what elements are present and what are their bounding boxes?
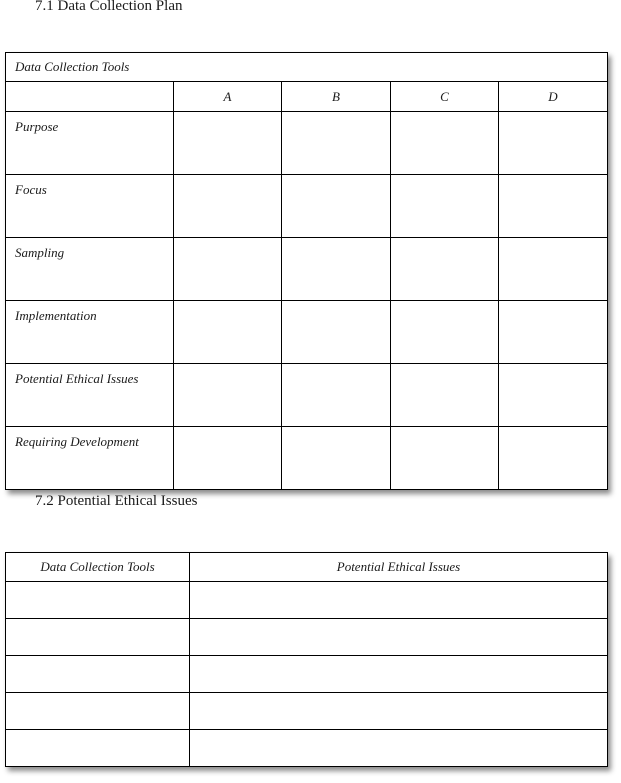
column-header-potential-ethical-issues: Potential Ethical Issues [190,553,608,582]
table-cell[interactable] [190,656,608,693]
column-header-blank [6,82,174,112]
table-cell[interactable] [499,364,608,427]
table-cell[interactable] [190,693,608,730]
table-cell[interactable] [174,301,282,364]
table-cell[interactable] [499,301,608,364]
column-header-a: A [174,82,282,112]
table-row [6,112,608,175]
table-cell[interactable] [391,364,499,427]
potential-ethical-issues-table [5,552,608,767]
row-label-focus: Focus [6,175,174,238]
table-row [6,301,608,364]
table-cell[interactable] [6,730,190,767]
table-cell[interactable] [190,619,608,656]
row-label-implementation: Implementation [6,301,174,364]
table-cell[interactable] [174,112,282,175]
table-row [6,175,608,238]
table-cell[interactable] [174,175,282,238]
table-cell[interactable] [174,427,282,490]
table-cell[interactable] [6,693,190,730]
table-cell[interactable] [174,364,282,427]
column-header-b: B [282,82,391,112]
table-cell[interactable] [190,730,608,767]
table-cell[interactable] [391,301,499,364]
table-cell[interactable] [391,427,499,490]
row-label-requiring-development: Requiring Development [6,427,174,490]
table-row [6,619,608,656]
table-cell[interactable] [391,238,499,301]
table-row [6,582,608,619]
table-title: Data Collection Tools [6,53,608,82]
table-cell[interactable] [282,364,391,427]
table-cell[interactable] [499,427,608,490]
table-row [6,427,608,490]
table-cell[interactable] [391,112,499,175]
table-cell[interactable] [6,656,190,693]
table-cell[interactable] [282,427,391,490]
row-label-sampling: Sampling [6,238,174,301]
section-heading-data-collection-plan: 7.1 Data Collection Plan [35,0,183,14]
table-row [6,656,608,693]
table-row [6,238,608,301]
table-cell[interactable] [282,112,391,175]
section-heading-potential-ethical-issues: 7.2 Potential Ethical Issues [35,493,198,509]
column-header-data-collection-tools: Data Collection Tools [6,553,190,582]
table-cell[interactable] [499,112,608,175]
table-cell[interactable] [282,175,391,238]
table-row [6,730,608,767]
table-cell[interactable] [391,175,499,238]
table-cell[interactable] [190,582,608,619]
column-header-d: D [499,82,608,112]
data-collection-plan-table [5,52,608,490]
table-cell[interactable] [6,582,190,619]
row-label-purpose: Purpose [6,112,174,175]
table-cell[interactable] [174,238,282,301]
table-cell[interactable] [282,301,391,364]
column-header-c: C [391,82,499,112]
table-cell[interactable] [499,175,608,238]
table-cell[interactable] [499,238,608,301]
table-cell[interactable] [6,619,190,656]
table-cell[interactable] [282,238,391,301]
table-row [6,693,608,730]
table-row [6,364,608,427]
row-label-potential-ethical-issues: Potential Ethical Issues [6,364,174,427]
